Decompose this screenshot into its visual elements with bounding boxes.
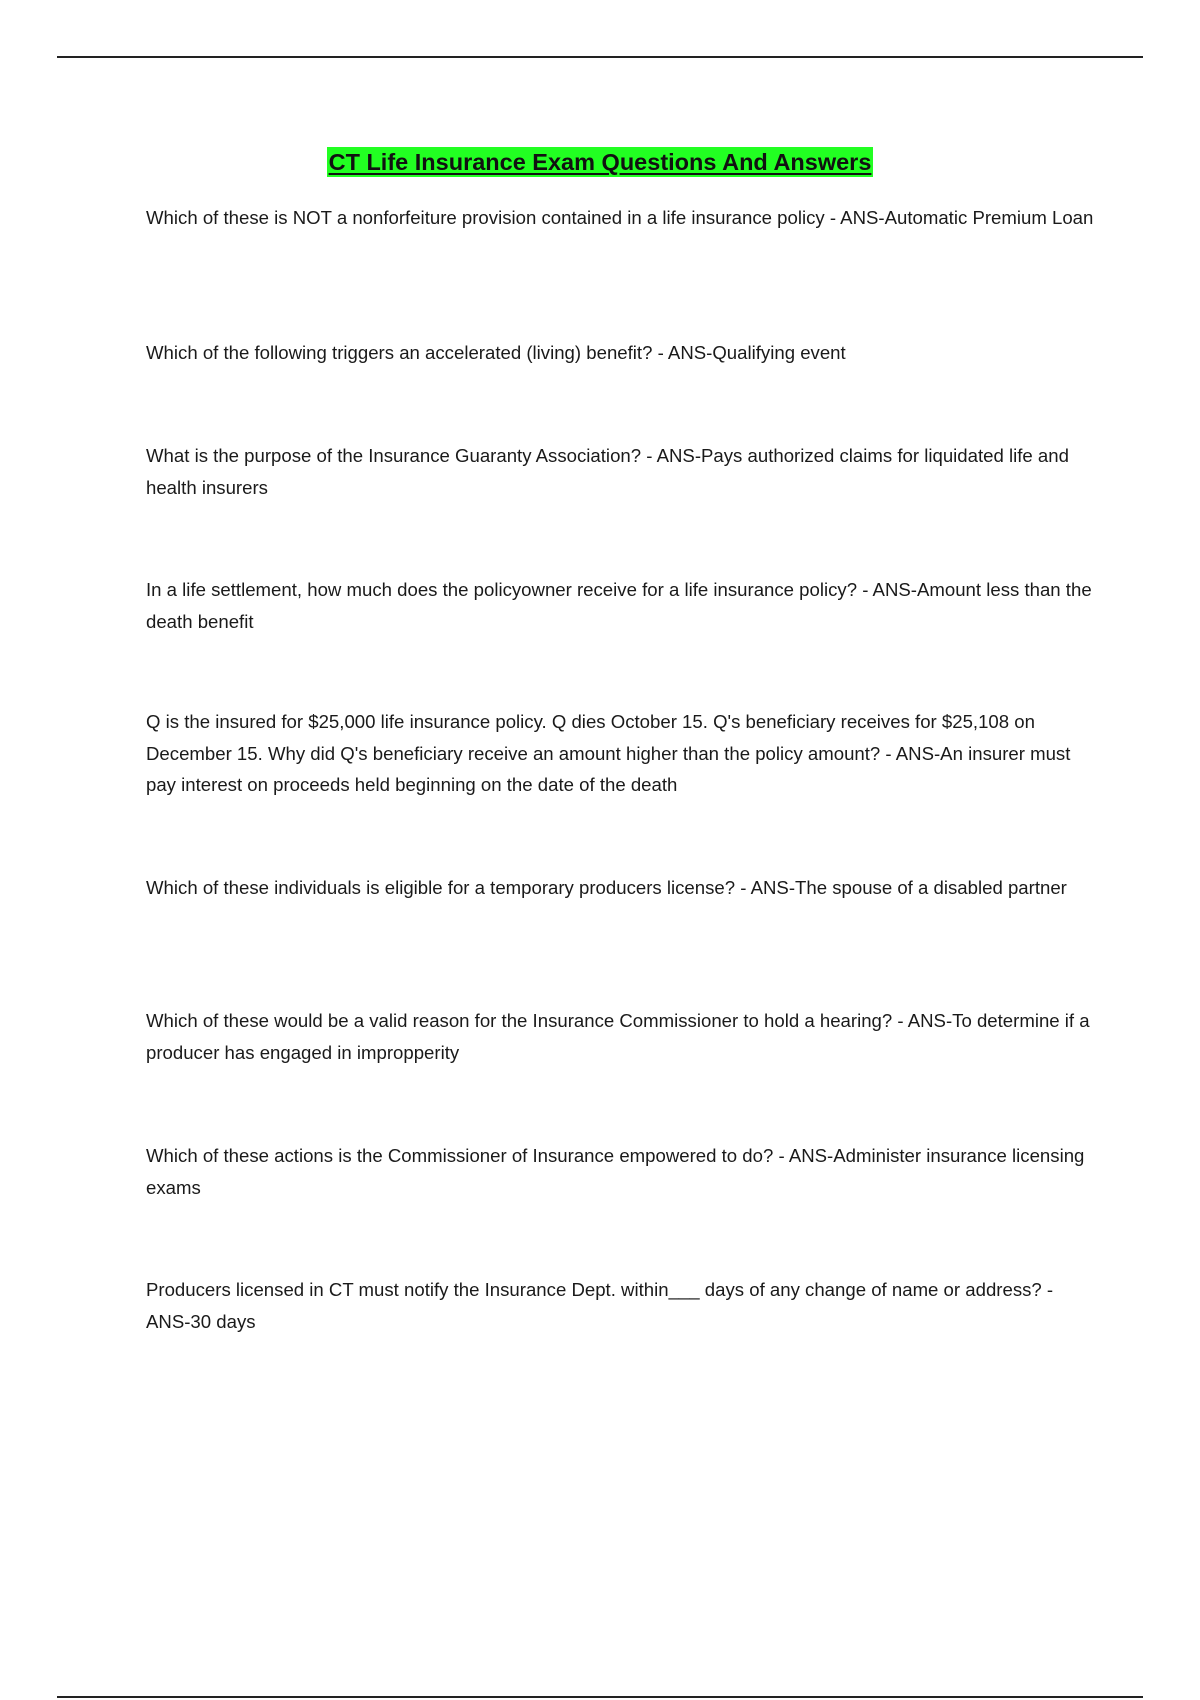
qa-item-1: Which of these is NOT a nonforfeiture provision contained in a life insurance policy - ANS-Automatic Premium Loan (146, 207, 1094, 228)
qa-item-6: Which of these individuals is eligible for a temporary producers license? - ANS-The spouse of a disabled partner (146, 877, 1067, 898)
qa-item-5: Q is the insured for $25,000 life insurance policy. Q dies October 15. Q's beneficiary receives for $25,108 on December 15. Why did Q's beneficiary receive an amount higher than the policy amount? - ANS-An insurer must pay interest on proceeds held beginning on the date of the death (146, 711, 1071, 795)
top-rule (57, 56, 1143, 58)
qa-item-7: Which of these would be a valid reason for the Insurance Commissioner to hold a hearing? - ANS-To determine if a producer has engaged in impropperity (146, 1010, 1090, 1063)
qa-item-8: Which of these actions is the Commissioner of Insurance empowered to do? - ANS-Administer insurance licensing exams (146, 1145, 1085, 1198)
qa-item-2: Which of the following triggers an accelerated (living) benefit? - ANS-Qualifying event (146, 342, 846, 363)
document-title: CT Life Insurance Exam Questions And Answers (328, 149, 872, 175)
bottom-rule (57, 1696, 1143, 1698)
qa-item-9: Producers licensed in CT must notify the Insurance Dept. within___ days of any change of name or address? - ANS-30 days (146, 1279, 1054, 1332)
qa-item-4: In a life settlement, how much does the policyowner receive for a life insurance policy? - ANS-Amount less than the death benefit (146, 579, 1092, 632)
title-container (0, 147, 1200, 177)
qa-item-3: What is the purpose of the Insurance Guaranty Association? - ANS-Pays authorized claims for liquidated life and health insurers (146, 445, 1069, 498)
